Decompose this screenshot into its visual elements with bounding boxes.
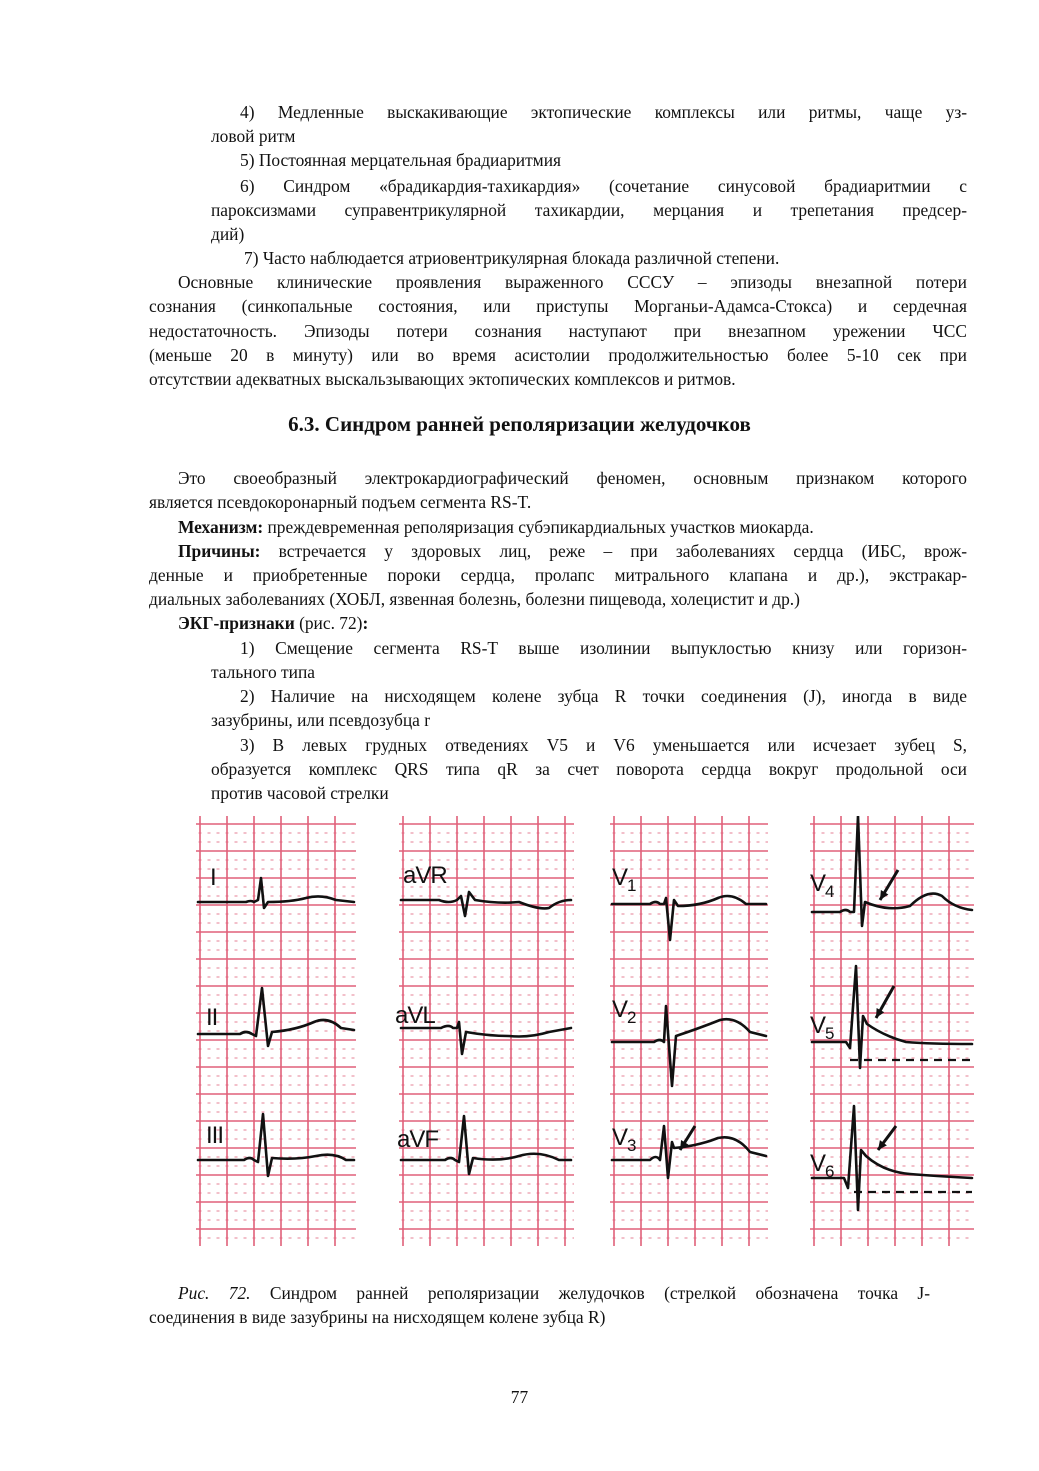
ecg-sign-2-line2: зазубрины, или псевдозубца r: [211, 710, 430, 730]
ecg-signs-colon: :: [362, 613, 369, 633]
lead-label-III: III: [206, 1122, 224, 1149]
figure-caption-label: Рис. 72.: [178, 1283, 251, 1303]
lead-label-V4-letter: V: [810, 870, 826, 897]
lead-label-aVL: aVL: [395, 1002, 435, 1029]
causes-line3: диальных заболеваниях (ХОБЛ, язвенная болезнь, болезни пищевода, холецистит и др.): [149, 589, 800, 609]
lead-label-aVR: aVR: [403, 862, 447, 889]
list-item-6-line3: дий): [211, 224, 245, 244]
clinical-paragraph-line4: (меньше 20 в минуту) или во время асистолии продолжительностью более 5-10 сек при: [149, 345, 967, 365]
j-point-arrow-V6: [878, 1126, 896, 1150]
ecg-sign-1-line1: 1) Смещение сегмента RS-T выше изолинии выпуклостью книзу или горизон-: [240, 638, 967, 658]
list-item-4-line2: ловой ритм: [211, 126, 296, 146]
lead-label-V3-sub: 3: [627, 1135, 636, 1155]
ecg-signs-ref: (рис. 72): [294, 613, 363, 633]
trace-lead-V5: [812, 966, 972, 1068]
causes-text-1: встречается у здоровых лиц, реже – при заболеваниях сердца (ИБС, врож-: [260, 541, 967, 561]
lead-label-V2-letter: V: [612, 996, 628, 1023]
clinical-paragraph-line2: сознания (синкопальные состояния, или приступы Морганьи-Адамса-Стокса) и сердечная: [149, 296, 967, 316]
lead-label-V1-letter: V: [612, 864, 628, 891]
lead-label-V5-sub: 5: [825, 1023, 834, 1043]
causes-line1: [178, 539, 967, 563]
mechanism-paragraph: [178, 515, 814, 539]
figure-caption-text-1: Синдром ранней реполяризации желудочков (стрелкой обозначена точка J-: [250, 1283, 930, 1303]
trace-lead-V4: [812, 816, 972, 926]
lead-label-aVF: aVF: [397, 1126, 439, 1153]
clinical-paragraph-line1: Основные клинические проявления выраженного СССУ – эпизоды внезапной потери: [178, 272, 967, 292]
section-title: 6.3. Синдром ранней реполяризации желудочков: [288, 412, 751, 436]
ecg-sign-3-line1: 3) В левых грудных отведениях V5 и V6 уменьшается или исчезает зубец S,: [240, 735, 967, 755]
list-item-4-line1: 4) Медленные выскакивающие эктопические комплексы или ритмы, чаще уз-: [240, 102, 967, 122]
lead-label-V5-letter: V: [810, 1012, 826, 1039]
ecg-sign-2-line1: 2) Наличие на нисходящем колене зубца R точки соединения (J), иногда в виде: [240, 686, 967, 706]
lead-label-I: I: [210, 864, 216, 891]
ecg-sign-1-line2: тального типа: [211, 662, 315, 682]
intro-line1: Это своеобразный электрокардиографический феномен, основным признаком которого: [178, 468, 967, 488]
ecg-panel-v4-v6: [810, 816, 974, 1246]
clinical-paragraph-line3: недостаточность. Эпизоды потери сознания наступают при внезапном урежении ЧСС: [149, 321, 967, 341]
mechanism-text: преждевременная реполяризация субэпикардиальных участков миокарда.: [263, 517, 814, 537]
ecg-figure: [196, 816, 974, 1246]
trace-lead-V1: [612, 896, 766, 940]
lead-label-V5: [810, 1012, 833, 1044]
list-item-6-line1: 6) Синдром «брадикардия-тахикардия» (сочетание синусовой брадиаритмии с: [240, 176, 967, 196]
lead-label-V6-sub: 6: [825, 1161, 834, 1181]
ecg-signs-label: ЭКГ-признаки: [178, 613, 295, 633]
lead-label-V2: [612, 996, 635, 1028]
page-number: 77: [510, 1387, 529, 1407]
intro-line2: является псевдокоронарный подъем сегмента RS-T.: [149, 492, 532, 512]
lead-label-V6: [810, 1150, 833, 1182]
figure-caption-line1: [178, 1281, 930, 1305]
trace-lead-aVR: [401, 892, 571, 916]
clinical-paragraph-line5: отсутствии адекватных выскальзывающих эктопических комплексов и ритмов.: [149, 369, 736, 389]
list-item-7: 7) Часто наблюдается атриовентрикулярная блокада различной степени.: [244, 248, 780, 268]
lead-label-V2-sub: 2: [627, 1007, 636, 1027]
ecg-sign-3-line2: образуется комплекс QRS типа qR за счет поворота сердца вокруг продольной оси: [211, 759, 967, 779]
causes-line2: денные и приобретенные пороки сердца, пролапс митрального клапана и др.), экстракар-: [149, 565, 967, 585]
figure-caption-line2: соединения в виде зазубрины на нисходящем колене зубца R): [149, 1307, 606, 1327]
lead-label-V1-sub: 1: [627, 875, 636, 895]
ecg-signs-heading: [178, 611, 368, 635]
list-item-6-line2: пароксизмами суправентрикулярной тахикардии, мерцания и трепетания предсер-: [211, 200, 967, 220]
lead-label-V3-letter: V: [612, 1124, 628, 1151]
trace-lead-I: [198, 878, 354, 908]
lead-label-V3: [612, 1124, 635, 1156]
lead-label-V4-sub: 4: [825, 881, 834, 901]
lead-label-V1: [612, 864, 635, 896]
lead-label-V4: [810, 870, 833, 902]
ecg-panel-limb-leads: [196, 816, 356, 1246]
list-item-5: 5) Постоянная мерцательная брадиаритмия: [240, 150, 561, 170]
mechanism-label: Механизм:: [178, 517, 264, 537]
ecg-sign-3-line3: против часовой стрелки: [211, 783, 389, 803]
lead-label-II: II: [206, 1004, 218, 1031]
causes-label: Причины:: [178, 541, 261, 561]
trace-lead-II: [198, 988, 354, 1046]
lead-label-V6-letter: V: [810, 1150, 826, 1177]
